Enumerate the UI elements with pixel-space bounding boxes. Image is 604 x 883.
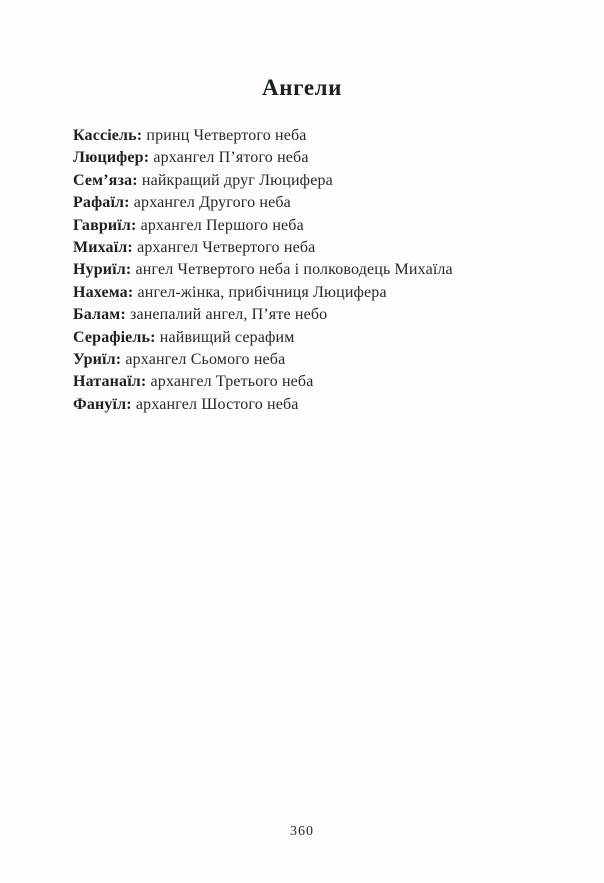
- angel-description: архангел Шостого неба: [131, 395, 299, 413]
- angel-list: [73, 125, 551, 416]
- angel-name: Балам:: [73, 306, 126, 324]
- angel-name: Кассіель:: [73, 127, 143, 144]
- angel-name: Люцифер:: [73, 149, 150, 167]
- angel-description: найвищий серафим: [155, 328, 295, 346]
- list-item: [73, 215, 551, 237]
- list-item: [73, 304, 551, 326]
- page-title: Ангели: [262, 75, 342, 100]
- list-item: [73, 394, 551, 416]
- page-number: 360: [290, 824, 314, 839]
- list-item: [73, 259, 551, 281]
- list-item: [73, 147, 551, 169]
- angel-name: Рафаїл:: [73, 194, 130, 212]
- list-item: [73, 349, 551, 371]
- list-item: [73, 371, 551, 393]
- list-item: [73, 327, 551, 349]
- list-item: [73, 170, 551, 192]
- angel-description: занепалий ангел, П’яте небо: [125, 306, 328, 324]
- list-item: [73, 237, 551, 259]
- angel-description: архангел Першого неба: [136, 216, 304, 234]
- angel-name: Фануїл:: [73, 395, 132, 413]
- angel-description: архангел Третього неба: [146, 373, 314, 391]
- angel-description: архангел Четвертого неба: [132, 239, 316, 257]
- angel-name: Михаїл:: [73, 239, 133, 257]
- angel-description: ангел-жінка, прибічниця Люцифера: [133, 283, 387, 301]
- angel-description: найкращий друг Люцифера: [137, 171, 333, 189]
- angel-description: принц Четвертого неба: [142, 127, 307, 144]
- list-item: [73, 282, 551, 304]
- angel-name: Уриїл:: [73, 351, 122, 369]
- angel-description: архангел П’ятого неба: [149, 149, 309, 167]
- angel-name: Нуриїл:: [73, 261, 132, 279]
- angel-description: ангел Четвертого неба і полководець Михаїла: [131, 261, 453, 279]
- angel-name: Сем’яза:: [73, 171, 138, 189]
- angel-description: архангел Сьомого неба: [121, 351, 286, 369]
- angel-name: Нахема:: [73, 283, 134, 301]
- angel-name: Натанаїл:: [73, 373, 147, 391]
- angel-description: архангел Другого неба: [129, 194, 291, 212]
- angel-name: Гавриїл:: [73, 216, 137, 234]
- angel-name: Серафіель:: [73, 328, 156, 346]
- list-item: [73, 125, 551, 147]
- list-item: [73, 192, 551, 214]
